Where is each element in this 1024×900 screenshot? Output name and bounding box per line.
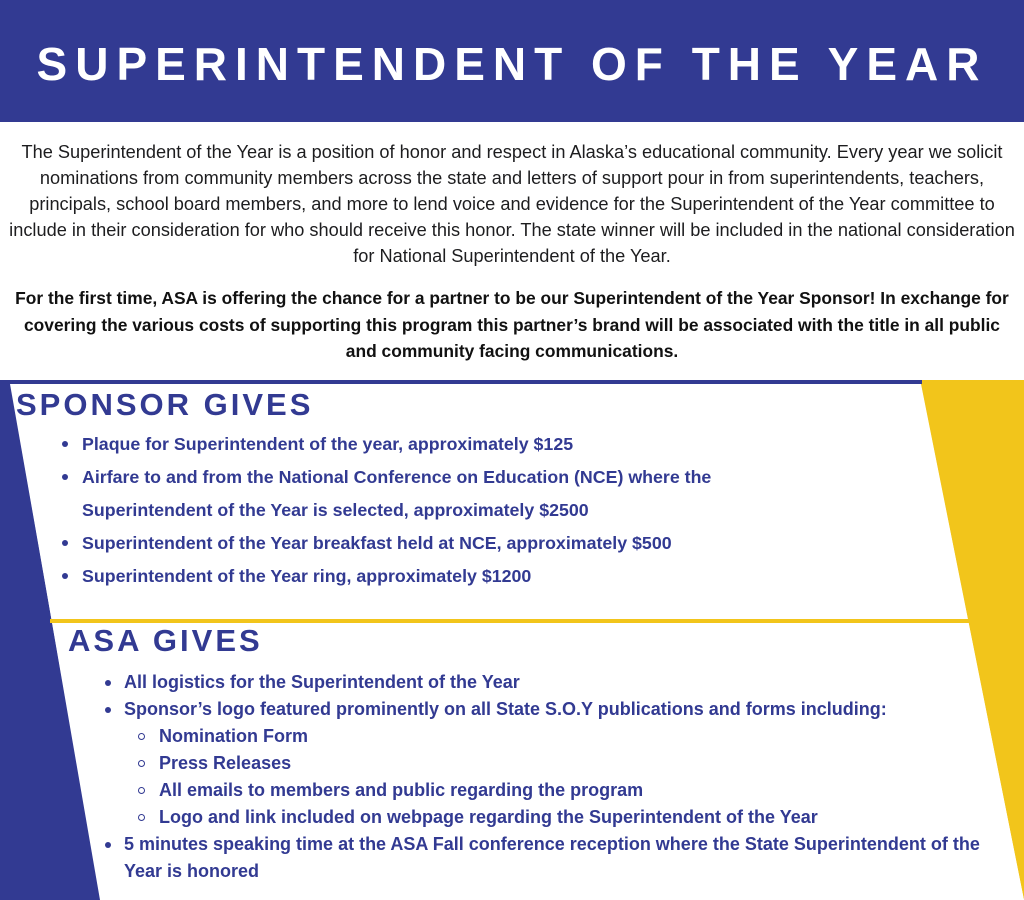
- asa-gives-heading: ASA GIVES: [68, 623, 263, 658]
- list-item: Airfare to and from the National Conference on Education (NCE) where the Superintendent of the Year is selected, approximately $2500: [82, 461, 842, 527]
- list-item: 5 minutes speaking time at the ASA Fall conference reception where the State Superintendent of the Year is honored: [124, 831, 1004, 885]
- title-banner: [0, 0, 1024, 122]
- list-item: Plaque for Superintendent of the year, approximately $125: [82, 428, 842, 461]
- publications-sub-list: [124, 723, 1004, 831]
- sub-list-item: Logo and link included on webpage regarding the Superintendent of the Year: [159, 804, 1004, 831]
- sub-list-item: All emails to members and public regarding the program: [159, 777, 1004, 804]
- sub-list-item: Nomination Form: [159, 723, 1004, 750]
- list-item: Superintendent of the Year ring, approximately $1200: [82, 560, 842, 593]
- sponsor-offer-paragraph: For the first time, ASA is offering the chance for a partner to be our Superintendent of the Year Sponsor! In exchange for covering the various costs of supporting this program this partner’s brand will be associated with the title in all public and community facing communications.: [15, 288, 1009, 361]
- sponsor-gives-heading: SPONSOR GIVES: [16, 387, 314, 422]
- sub-list-item: Press Releases: [159, 750, 1004, 777]
- list-item: All logistics for the Superintendent of the Year: [124, 669, 1004, 696]
- asa-gives-list: [124, 669, 1004, 885]
- page-title: SUPERINTENDENT OF THE YEAR: [36, 38, 988, 90]
- list-item: Superintendent of the Year breakfast held at NCE, approximately $500: [82, 527, 842, 560]
- list-item-label: Sponsor’s logo featured prominently on all State S.O.Y publications and forms including:: [124, 699, 887, 719]
- intro-paragraph: The Superintendent of the Year is a position of honor and respect in Alaska’s educational community. Every year we solicit nominations from community members across the state and letters of support pour in from superintendents, teachers, principals, school board members, and more to lend voice and evidence for the Superintendent of the Year committee to include in their consideration for who should receive this honor. The state winner will be included in the national consideration for National Superintendent of the Year.: [9, 142, 1015, 266]
- sponsor-gives-list: [82, 428, 842, 593]
- list-item: [124, 696, 1004, 831]
